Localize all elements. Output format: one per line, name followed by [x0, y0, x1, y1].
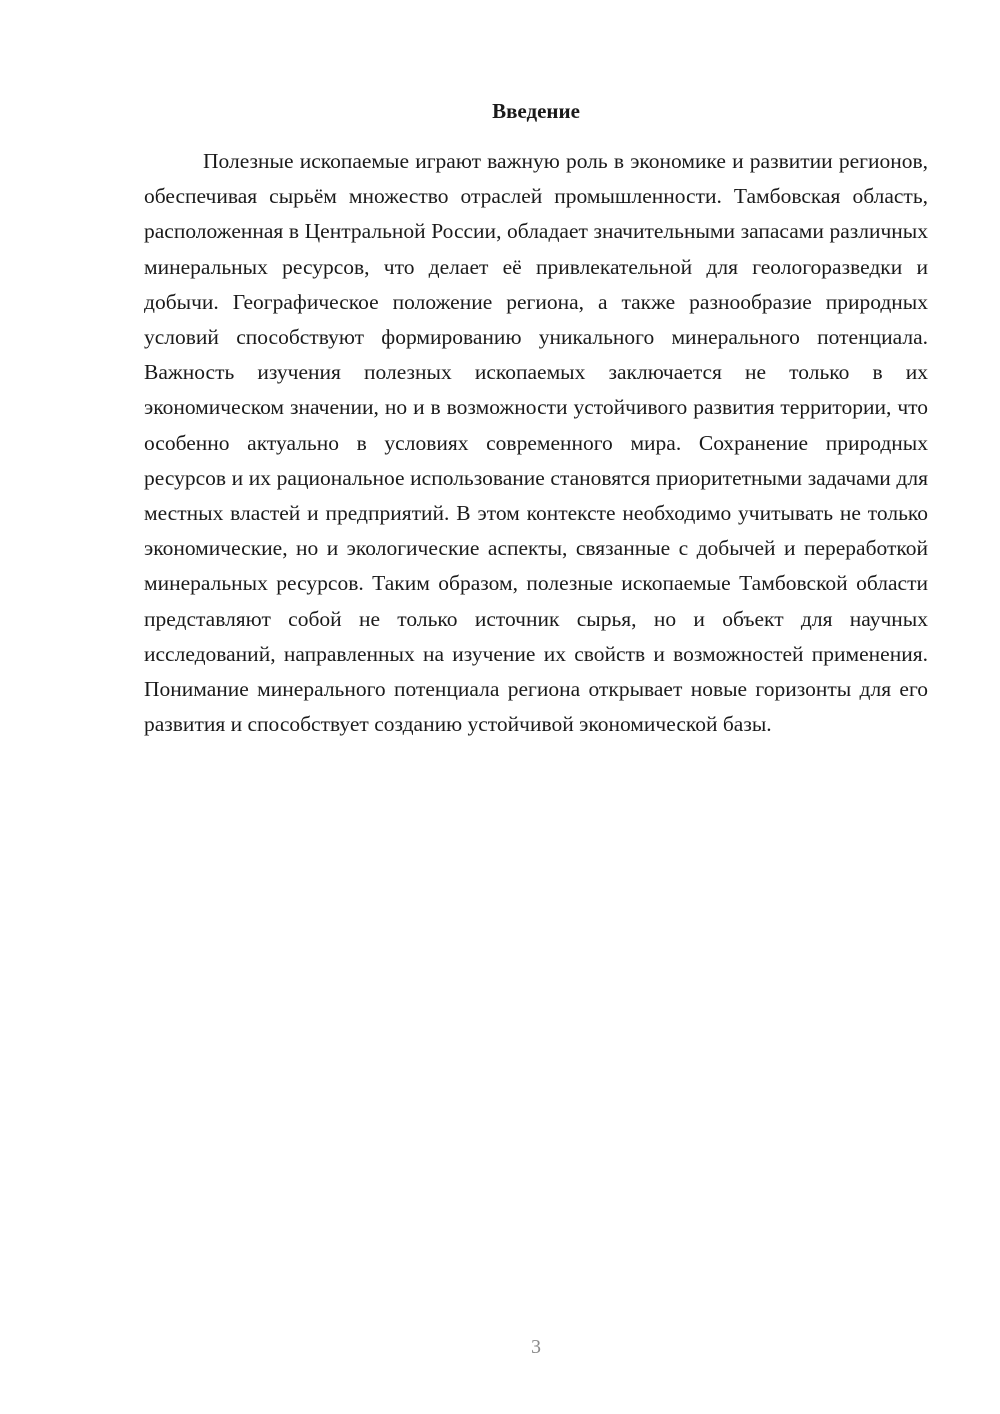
- body-paragraph: Полезные ископаемые играют важную роль в экономике и развитии регионов, обеспечивая сырьём множество отраслей промышленности. Тамбовская область, расположенная в Центральной России, обладает значительными запасами различных минеральных ресурсов, что делает её привлекательной для геологоразведки и добычи. Географическое положение региона, а также разнообразие природных условий способствуют формированию уникального минерального потенциала. Важность изучения полезных ископаемых заключается не только в их экономическом значении, но и в возможности устойчивого развития территории, что особенно актуально в условиях современного мира. Сохранение природных ресурсов и их рациональное использование становятся приоритетными задачами для местных властей и предприятий. В этом контексте необходимо учитывать не только экономические, но и экологические аспекты, связанные с добычей и переработкой минеральных ресурсов. Таким образом, полезные ископаемые Тамбовской области представляют собой не только источник сырья, но и объект для научных исследований, направленных на изучение их свойств и возможностей применения. Понимание минерального потенциала региона открывает новые горизонты для его развития и способствует созданию устойчивой экономической базы.: [144, 149, 928, 737]
- page-number: 3: [531, 1336, 541, 1358]
- section-title: Введение: [492, 99, 580, 123]
